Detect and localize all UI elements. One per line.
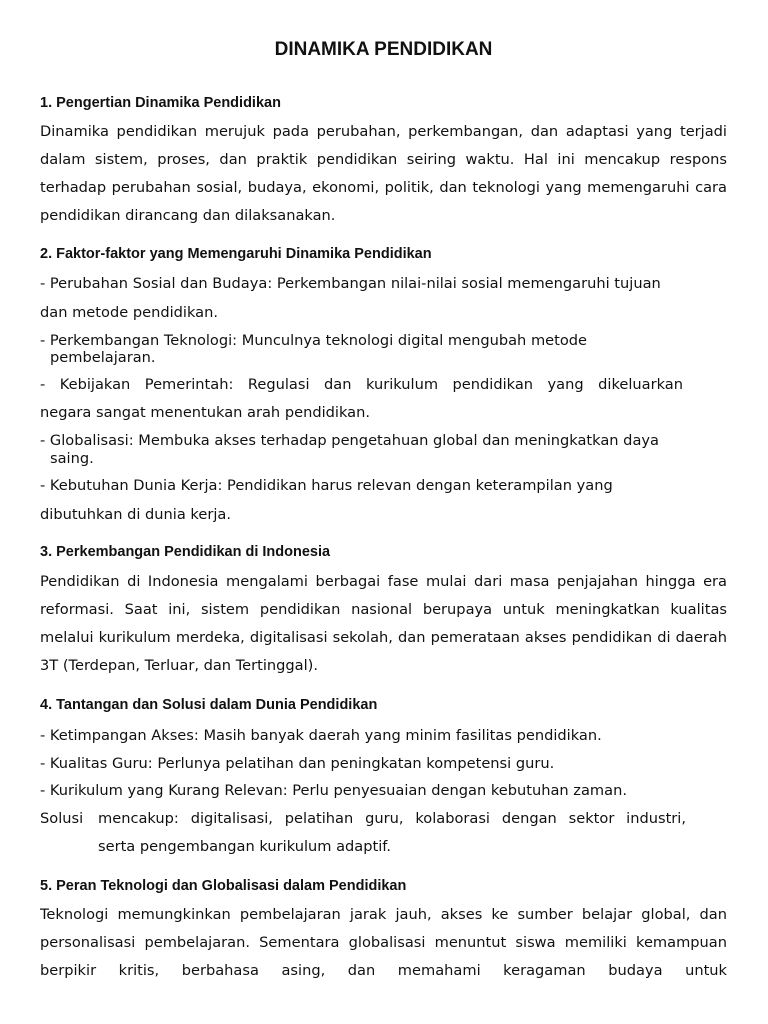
list-item-line: - Globalisasi: Membuka akses terhadap pengetahuan global dan meningkatkan daya xyxy=(40,432,659,449)
document-title: DINAMIKA PENDIDIKAN xyxy=(274,39,493,60)
section-5-heading: 5. Peran Teknologi dan Globalisasi dalam Pendidikan xyxy=(40,878,407,894)
list-item: - Kualitas Guru: Perlunya pelatihan dan peningkatan kompetensi guru. xyxy=(40,755,555,772)
list-item-line: negara sangat menentukan arah pendidikan. xyxy=(40,404,370,421)
section-1-paragraph: Dinamika pendidikan merujuk pada perubahan, perkembangan, dan adaptasi yang terjadi dalam sistem, proses, dan praktik pendidikan seiring waktu. Hal ini mencakup respons terhadap perubahan sosial, budaya, ekonomi, politik, dan teknologi yang memengaruhi cara pendidikan dirancang dan dilaksanakan. xyxy=(40,123,727,224)
list-item-line: saing. xyxy=(50,450,94,467)
section-3-paragraph: Pendidikan di Indonesia mengalami berbagai fase mulai dari masa penjajahan hingga era reformasi. Saat ini, sistem pendidikan nasional berupaya untuk meningkatkan kualitas melalui kurikulum merdeka, digitalisasi sekolah, dan pemerataan akses pendidikan di daerah 3T (Terdepan, Terluar, dan Tertinggal). xyxy=(40,573,727,674)
solution-label: Solusi xyxy=(40,810,84,827)
list-item-line: - Kebijakan Pemerintah: Regulasi dan kurikulum pendidikan yang dikeluarkan xyxy=(40,376,683,393)
solution-text-line: mencakup: digitalisasi, pelatihan guru, kolaborasi dengan sektor industri, xyxy=(98,810,686,827)
section-5-paragraph: Teknologi memungkinkan pembelajaran jarak jauh, akses ke sumber belajar global, dan personalisasi pembelajaran. Sementara globalisasi menuntut siswa memiliki kemampuan berpikir kritis, berbahasa asing, dan memahami keragaman budaya untuk xyxy=(40,906,727,979)
section-4-heading: 4. Tantangan dan Solusi dalam Dunia Pendidikan xyxy=(40,697,378,713)
section-1-heading: 1. Pengertian Dinamika Pendidikan xyxy=(40,95,281,111)
list-item-line: - Perubahan Sosial dan Budaya: Perkembangan nilai-nilai sosial memengaruhi tujuan xyxy=(40,275,661,292)
list-item: - Kurikulum yang Kurang Relevan: Perlu penyesuaian dengan kebutuhan zaman. xyxy=(40,782,627,799)
list-item-line: dan metode pendidikan. xyxy=(40,304,218,321)
solution-text-line: serta pengembangan kurikulum adaptif. xyxy=(98,838,392,855)
list-item-line: - Perkembangan Teknologi: Munculnya teknologi digital mengubah metode xyxy=(40,332,588,349)
list-item-line: - Kebutuhan Dunia Kerja: Pendidikan harus relevan dengan keterampilan yang xyxy=(40,477,613,494)
list-item-line: dibutuhkan di dunia kerja. xyxy=(40,506,231,523)
list-item-line: pembelajaran. xyxy=(50,349,156,366)
list-item: - Ketimpangan Akses: Masih banyak daerah yang minim fasilitas pendidikan. xyxy=(40,727,602,744)
section-2-heading: 2. Faktor-faktor yang Memengaruhi Dinamika Pendidikan xyxy=(40,246,432,262)
section-3-heading: 3. Perkembangan Pendidikan di Indonesia xyxy=(40,544,331,560)
